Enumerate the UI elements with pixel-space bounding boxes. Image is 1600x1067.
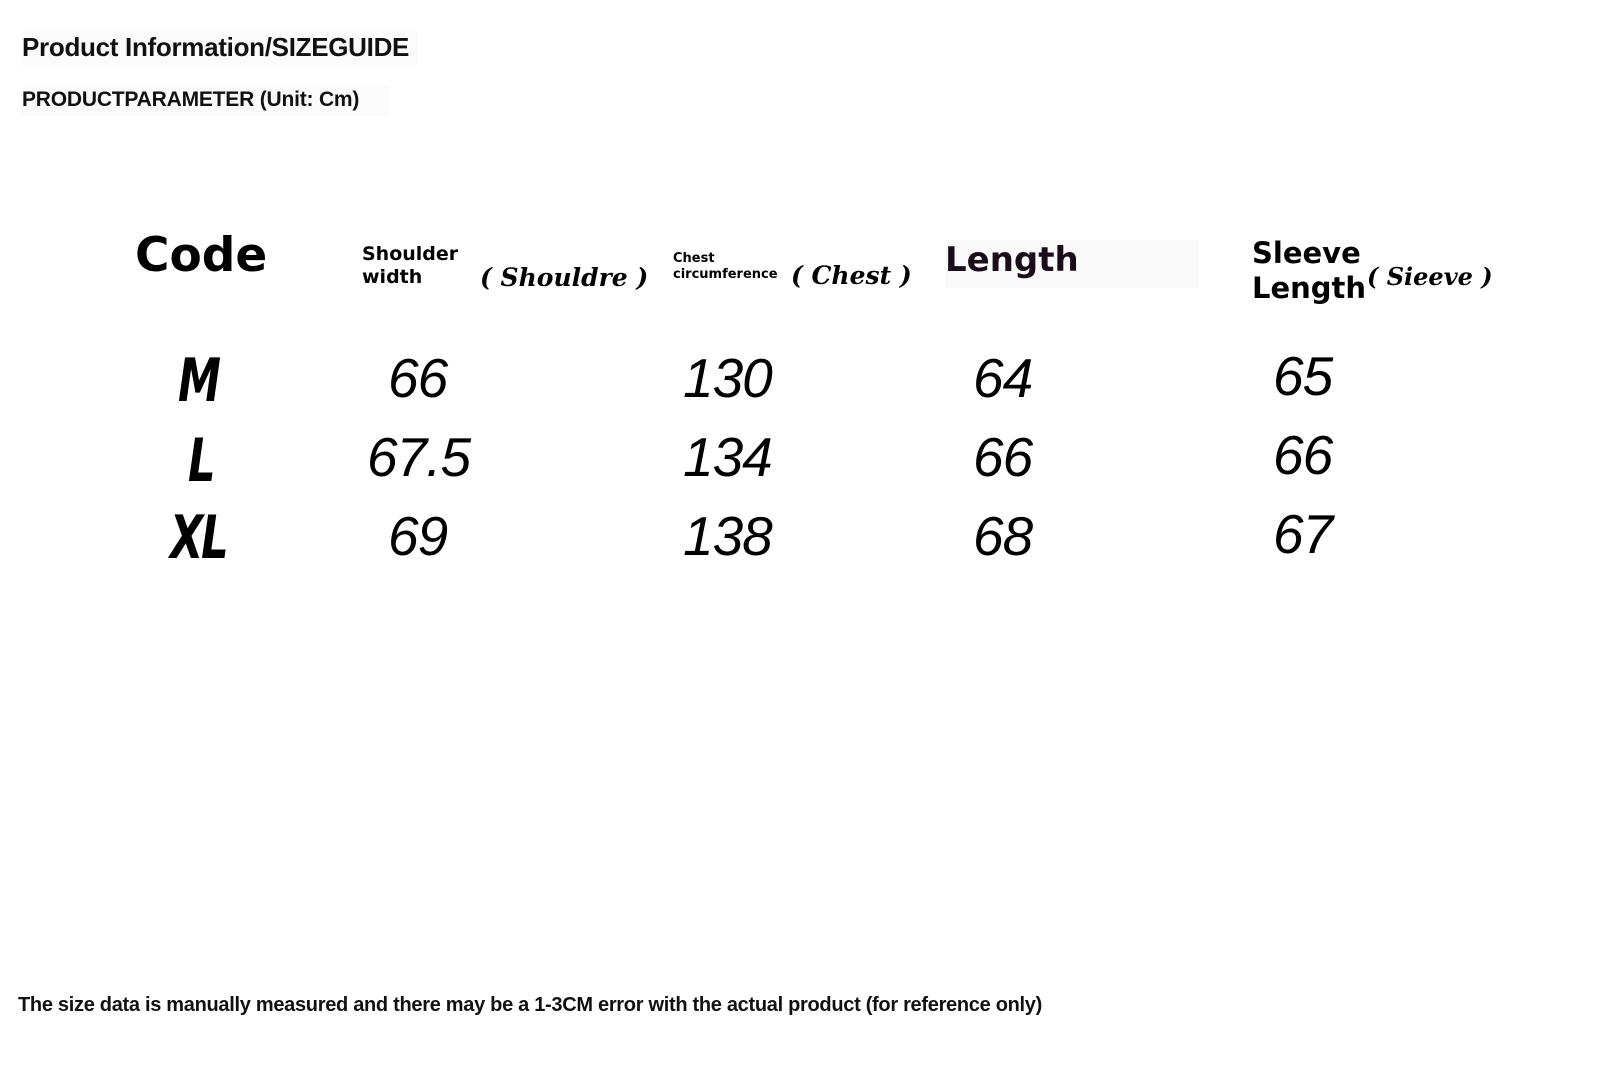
header-sleeve-line2: Length <box>1252 270 1367 305</box>
size-code-m: M <box>178 346 219 416</box>
header-sleeve-length <box>1252 236 1366 306</box>
header-chest-circumference <box>673 251 778 282</box>
length-value-xl: 68 <box>973 505 1033 567</box>
size-code-xl: XL <box>170 503 227 573</box>
chest-value-l: 134 <box>683 426 772 488</box>
chest-value-xl: 138 <box>683 505 772 567</box>
header-sleeve-line1: Sleeve <box>1252 236 1361 270</box>
header-chest-line1: Chest <box>673 251 715 266</box>
page-title: Product Information/SIZEGUIDE <box>22 30 417 67</box>
chest-value-m: 130 <box>683 347 772 409</box>
header-chest-alt: ( Chest ) <box>791 261 912 290</box>
disclaimer-note: The size data is manually measured and there may be a 1-3CM error with the actual product (for reference only) <box>18 994 1042 1016</box>
shoulder-value-m: 66 <box>388 347 448 409</box>
length-value-m: 64 <box>973 347 1033 409</box>
header-sleeve-alt: ( Sieeve ) <box>1367 262 1493 291</box>
shoulder-value-l: 67.5 <box>367 426 471 488</box>
sleeve-value-xl: 67 <box>1273 503 1333 565</box>
header-code: Code <box>135 228 268 283</box>
sleeve-value-l: 66 <box>1273 424 1333 486</box>
header-shoulder-width <box>362 243 458 289</box>
header-chest-line2: circumference <box>673 266 778 282</box>
header-shoulder-line2: width <box>362 265 423 288</box>
header-shoulder-alt: ( Shouldre ) <box>480 263 649 292</box>
sleeve-value-m: 65 <box>1273 345 1333 407</box>
length-value-l: 66 <box>973 426 1033 488</box>
shoulder-value-xl: 69 <box>388 505 448 567</box>
size-code-l: L <box>188 426 214 496</box>
header-shoulder-line1: Shoulder <box>362 243 459 265</box>
page-subtitle: PRODUCTPARAMETER (Unit: Cm) <box>22 86 389 116</box>
header-length: Length <box>945 240 1199 288</box>
